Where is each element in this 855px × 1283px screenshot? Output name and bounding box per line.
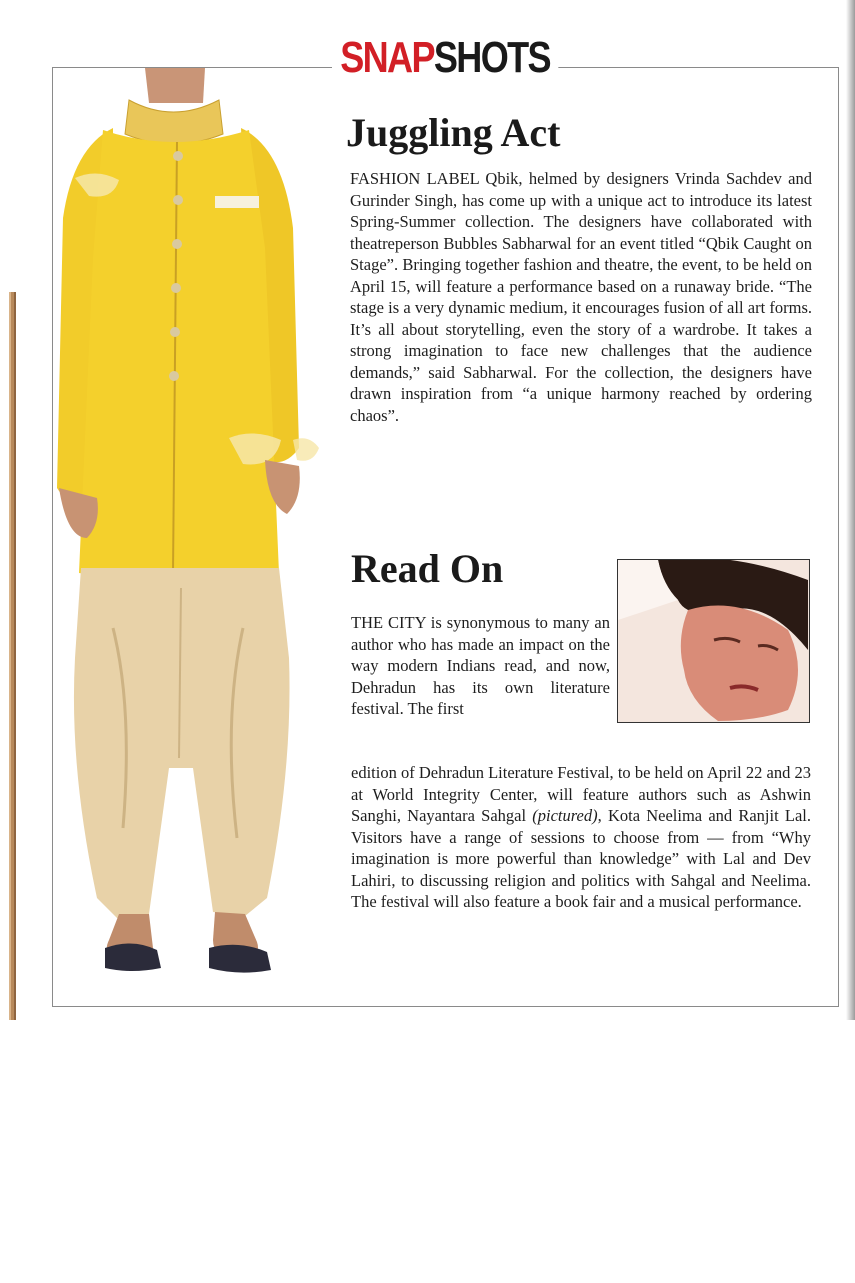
section-title-snap: SNAP — [340, 33, 434, 82]
section-title — [332, 30, 558, 86]
article-body-read-on-part2 — [351, 762, 811, 913]
decorative-margin-rule — [9, 292, 16, 1020]
author-portrait-image — [618, 560, 808, 721]
pictured-note: (pictured) — [532, 806, 598, 825]
article-headline-read-on: Read On — [351, 546, 504, 591]
page-edge-shadow — [846, 0, 855, 1020]
article-headline-juggling-act: Juggling Act — [346, 110, 561, 155]
article-body-read-on-end: , Kota Neelima and Ranjit Lal. Visitors have a range of sessions to choose from — from “Why imagination is more powerful than knowledge” with Lal and Dev Lahiri, to discussing religion and politics with Sahgal and Neelima. The festival will also feature a book fair and a musical performance. — [351, 806, 812, 911]
section-title-shots: SHOTS — [433, 33, 550, 82]
article-body-read-on-part1: THE CITY is synonymous to many an author who has made an impact on the way modern Indians read, and now, Dehradun has its own literature festival. The first — [351, 613, 610, 718]
fashion-model-image — [53, 68, 338, 1006]
article-body-juggling-act: FASHION LABEL Qbik, helmed by designers Vrinda Sachdev and Gurinder Singh, has come up with a unique act to introduce its latest Spring-Summer collection. The designers have collaborated with theatreperson Bubbles Sabharwal for an event titled “Qbik Caught on Stage”. Bringing together fashion and theatre, the event, to be held on April 15, will feature a performance based on a runaway bride. “The stage is a very dynamic medium, it encourages fusion of all art forms. It’s all about storytelling, even the story of a wardrobe. It takes a strong imagination to face new challenges that the audience demands,” said Sabharwal. For the collection, the designers have drawn inspiration from “a unique harmony reached by ordering chaos”. — [350, 169, 812, 425]
article-body-read-on-text: edition of Dehradun Literature Festival, to be held on April 22 and 23 at World Integrity Center, will feature authors such as Ashwin Sanghi, Nayantara Sahgal — [351, 763, 811, 825]
author-photo — [617, 559, 810, 723]
